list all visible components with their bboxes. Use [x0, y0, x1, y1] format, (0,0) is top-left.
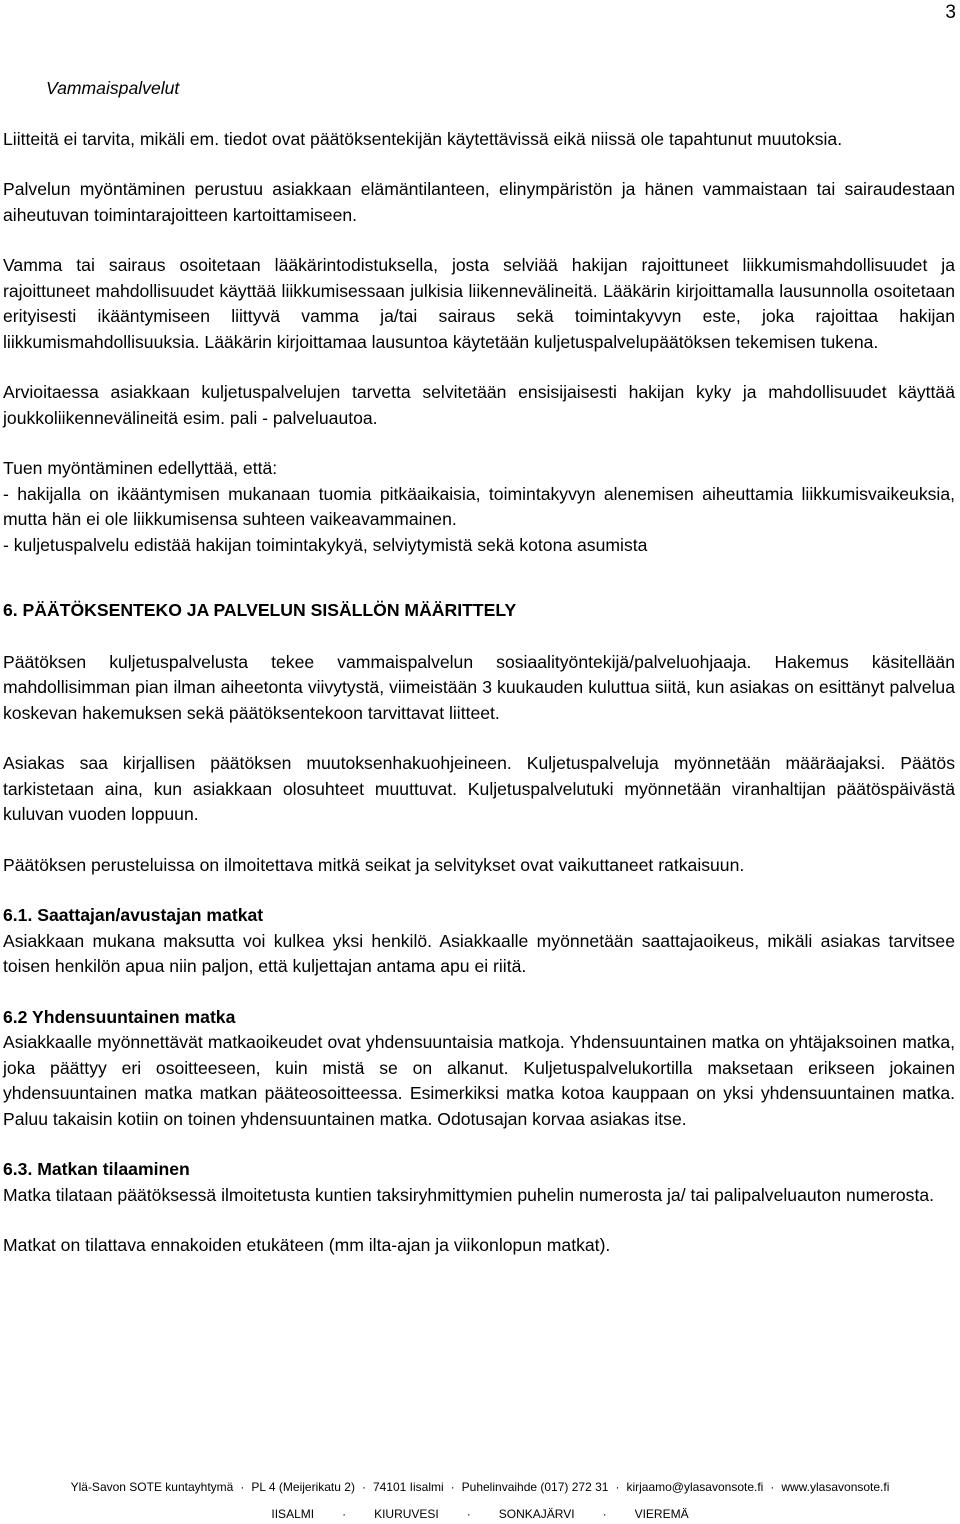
footer-separator: ·: [466, 1507, 471, 1521]
footer-postal: 74101 Iisalmi: [372, 1480, 444, 1494]
subsection-6-2-heading: 6.2 Yhdensuuntainen matka: [3, 1006, 236, 1027]
support-conditions: [3, 456, 955, 558]
footer-city: SONKAJÄRVI: [498, 1507, 575, 1521]
footer-separator: ·: [770, 1480, 775, 1494]
support-condition-item: - kuljetuspalvelu edistää hakijan toimintakykyä, selviytymistä sekä kotona asumista: [3, 534, 648, 555]
support-conditions-intro: Tuen myöntäminen edellyttää, että:: [3, 458, 278, 478]
section-6-heading: 6. PÄÄTÖKSENTEKO JA PALVELUN SISÄLLÖN MÄÄRITTELY: [3, 600, 517, 620]
subsection-6-1-heading: 6.1. Saattajan/avustajan matkat: [3, 905, 264, 925]
support-condition-item: - hakijalla on ikääntymisen mukanaan tuomia pitkäaikaisia, toimintakyvyn alenemisen aiheuttamia liikkumisvaikeuksia, mutta hän ei ole liikkumisensa suhteen vaikeavammainen.: [3, 483, 955, 529]
footer-city: VIEREMÄ: [634, 1507, 689, 1521]
footer-city: KIURUVESI: [374, 1507, 439, 1521]
page-number: 3: [945, 2, 956, 23]
paragraph-decision-maker: Päätöksen kuljetuspalvelusta tekee vammaispalvelun sosiaalityöntekijä/palveluohjaaja. Hakemus käsitellään mahdollisimman pian ilman aiheetonta viivytystä, viimeistään 3 kuukauden kuluttua siitä, kun asiakas on esittänyt palvelua koskevan hakemuksen sekä päätöksentekoon tarvittavat liitteet.: [3, 651, 955, 723]
footer-city: IISALMI: [271, 1507, 315, 1521]
paragraph-assessment: Arvioitaessa asiakkaan kuljetuspalvelujen tarvetta selvitetään ensisijaisesti hakijan kyky ja mahdollisuudet käyttää joukkoliikennevälineitä esim. pali - palveluautoa.: [3, 382, 955, 428]
paragraph-justification: Päätöksen perusteluissa on ilmoitettava mitkä seikat ja selvitykset ovat vaikuttaneet ratkaisuun.: [3, 854, 745, 875]
footer-separator: ·: [342, 1507, 347, 1521]
paragraph-attachments: Liitteitä ei tarvita, mikäli em. tiedot ovat päätöksentekijän käytettävissä eikä niissä ole tapahtunut muutoksia.: [3, 128, 843, 149]
subsection-6-2-text: Asiakkaalle myönnettävät matkaoikeudet ovat yhdensuuntaisia matkoja. Yhdensuuntainen matka on yhtäjaksoinen matka, joka päättyy eri osoitteeseen, kuin mistä se on alkanut. Kuljetuspalvelukortilla maksetaan erikseen jokainen yhdensuuntainen matka matkan pääteosoitteessa. Esimerkiksi matka kotoa kauppaan on yksi yhdensuuntainen matka. Paluu takaisin kotiin on toinen yhdensuuntainen matka. Odotusajan korvaa asiakas itse.: [3, 1032, 955, 1129]
footer-separator: ·: [602, 1507, 607, 1521]
subsection-6-1-text: Asiakkaan mukana maksutta voi kulkea yksi henkilö. Asiakkaalle myönnetään saattajaoikeus, mikäli asiakas tarvitsee toisen henkilön apua niin paljon, että kuljettajan antama apu ei riitä.: [3, 930, 955, 976]
subsection-6-3-text-2: Matkat on tilattava ennakoiden etukäteen (mm ilta-ajan ja viikonlopun matkat).: [3, 1235, 611, 1255]
paragraph-written-decision: Asiakas saa kirjallisen päätöksen muutoksenhakuohjeineen. Kuljetuspalveluja myönnetään määräajaksi. Päätös tarkistetaan aina, kun asiakkaan olosuhteet muuttuvat. Kuljetuspalvelutuki myönnetään viranhaltijan päätöspäivästä kuluvan vuoden loppuun.: [3, 753, 955, 824]
footer-separator: ·: [615, 1480, 620, 1494]
footer-address: PL 4 (Meijerikatu 2): [251, 1480, 355, 1494]
footer-phone: Puhelinvaihde (017) 272 31: [461, 1480, 609, 1494]
footer-email-link[interactable]: kirjaamo@ylasavonsote.fi: [626, 1480, 764, 1494]
section-heading: Vammaispalvelut: [46, 78, 180, 98]
subsection-6-3-text: Matka tilataan päätöksessä ilmoitetusta kuntien taksiryhmittymien puhelin numerosta ja/ tai palipalveluauton numerosta.: [3, 1184, 935, 1205]
paragraph-granting-basis: Palvelun myöntäminen perustuu asiakkaan elämäntilanteen, elinympäristön ja hänen vammaistaan tai sairaudestaan aiheutuvan toimintarajoitteen kartoittamiseen.: [3, 179, 955, 225]
footer-web-link[interactable]: www.ylasavonsote.fi: [781, 1480, 890, 1494]
footer-contact: [0, 1480, 960, 1494]
footer-separator: ·: [240, 1480, 245, 1494]
paragraph-medical-certificate: Vamma tai sairaus osoitetaan lääkärintodistuksella, josta selviää hakijan rajoittuneet liikkumismahdollisuudet ja rajoittuneet mahdollisuudet käyttää liikkumisessaan julkisia liikennevälineitä. Lääkärin kirjoittamalla lausunnolla osoitetaan erityisesti ikääntymiseen liittyvä vamma ja/tai sairaus sekä toimintakyvyn este, joka rajoittaa hakijan liikkumismahdollisuuksia. Lääkärin kirjoittamaa lausuntoa käytetään kuljetuspalvelupäätöksen tekemisen tukena.: [3, 255, 955, 352]
footer-separator: ·: [450, 1480, 455, 1494]
footer-org: Ylä-Savon SOTE kuntayhtymä: [70, 1480, 234, 1494]
footer-separator: ·: [361, 1480, 366, 1494]
subsection-6-3-heading: 6.3. Matkan tilaaminen: [3, 1159, 190, 1179]
document-body: [3, 76, 955, 1284]
footer-cities: [0, 1507, 960, 1521]
